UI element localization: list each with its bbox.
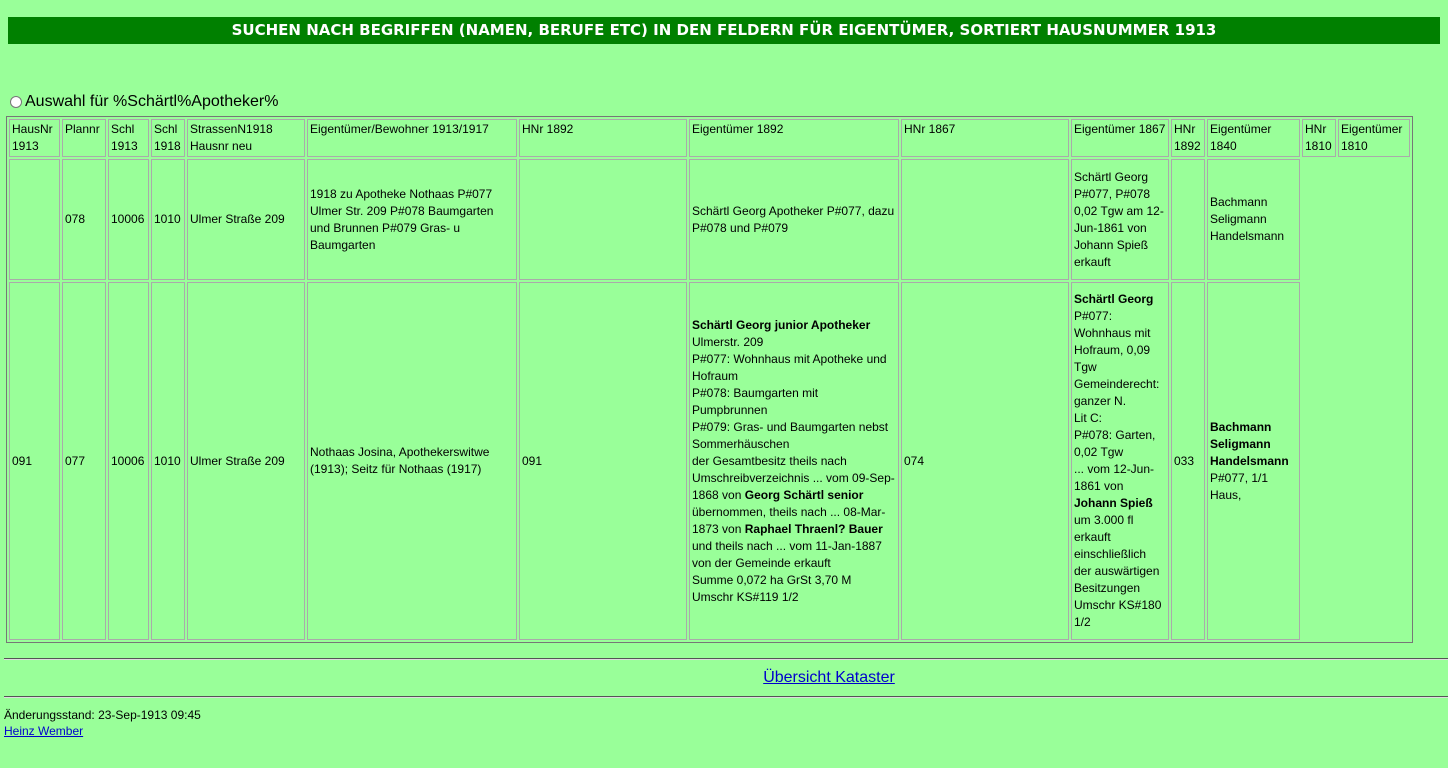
overview-kataster-link[interactable]: Übersicht Kataster [763, 669, 895, 686]
cell-hnr-1892 [519, 159, 687, 280]
text-line: P#079: Gras- und Baumgarten nebst Sommerhäuschen [692, 419, 889, 451]
cell-empty [1302, 159, 1336, 280]
table-header-row [9, 119, 1410, 157]
text-line: der Gesamtbesitz theils nach Umschreibverzeichnis ... vom 09-Sep-1868 von [692, 453, 895, 502]
cell-eigentuemer-1867: Schärtl Georg P#077, P#078 0,02 Tgw am 12-Jun-1861 von Johann Spieß erkauft [1071, 159, 1169, 280]
table-row [9, 159, 1410, 280]
selection-radio[interactable] [10, 96, 22, 108]
footer [4, 707, 201, 739]
cell-eigentuemer-1840 [1207, 282, 1300, 640]
owner-name: Bachmann Seligmann Handelsmann [1210, 419, 1289, 468]
cell-empty [1338, 159, 1410, 280]
last-modified-text: Änderungsstand: 23-Sep-1913 09:45 [4, 708, 201, 722]
overview-link-row [0, 669, 1448, 687]
author-link[interactable]: Heinz Wember [4, 724, 84, 738]
text-line: um 3.000 fl erkauft einschließlich der auswärtigen Besitzungen [1074, 513, 1160, 595]
header-schl-1918: Schl 1918 [151, 119, 185, 157]
cell-hausnr [9, 159, 60, 280]
cell-strasse: Ulmer Straße 209 [187, 282, 305, 640]
owner-name: Johann Spieß [1074, 496, 1153, 510]
text-line: P#077: Wohnhaus mit Hofraum, 0,09 Tgw Gemeinderecht: ganzer N. [1074, 309, 1160, 408]
cell-hnr-1867: 074 [901, 282, 1069, 640]
page-title-banner: SUCHEN NACH BEGRIFFEN (NAMEN, BERUFE ETC) IN DEN FELDERN FÜR EIGENTÜMER, SORTIERT HAUSNUMMER 1913 [8, 17, 1440, 44]
results-table [6, 116, 1413, 643]
header-eigentuemer-1892: Eigentümer 1892 [689, 119, 899, 157]
divider [4, 696, 1448, 698]
cell-hnr-1867 [901, 159, 1069, 280]
cell-schl-1913: 10006 [108, 282, 149, 640]
cell-empty [1302, 282, 1336, 640]
header-eigentuemer-1840: Eigentümer 1840 [1207, 119, 1300, 157]
text-line: Summe 0,072 ha GrSt 3,70 M [692, 572, 852, 587]
selection-radio-row [8, 93, 278, 111]
header-schl-1913: Schl 1913 [108, 119, 149, 157]
cell-eigentuemer-1913: 1918 zu Apotheke Nothaas P#077 Ulmer Str. 209 P#078 Baumgarten und Brunnen P#079 Gras- u Baumgarten [307, 159, 517, 280]
header-hnr-1892b: HNr 1892 [1171, 119, 1205, 157]
selection-radio-label: Auswahl für %Schärtl%Apotheker% [25, 93, 279, 110]
cell-hnr-1892: 091 [519, 282, 687, 640]
cell-hnr-1892b [1171, 159, 1205, 280]
header-hausnr-1913: HausNr 1913 [9, 119, 60, 157]
owner-name: Schärtl Georg junior Apotheker [692, 317, 871, 332]
cell-plannr: 078 [62, 159, 106, 280]
text-line: P#078: Baumgarten mit Pumpbrunnen [692, 385, 819, 417]
cell-schl-1918: 1010 [151, 282, 185, 640]
owner-name: Schärtl Georg [1074, 292, 1154, 306]
text-line: ... vom 12-Jun-1861 von [1074, 462, 1155, 493]
table-row [9, 282, 1410, 640]
cell-eigentuemer-1892: Schärtl Georg Apotheker P#077, dazu P#078 und P#079 [689, 159, 899, 280]
text-line: P#078: Garten, 0,02 Tgw [1074, 428, 1156, 459]
text-line: P#077: Wohnhaus mit Apotheke und Hofraum [692, 351, 887, 383]
header-hnr-1867: HNr 1867 [901, 119, 1069, 157]
divider [4, 658, 1448, 660]
text-line: und theils nach ... vom 11-Jan-1887 von der Gemeinde erkauft [692, 538, 882, 570]
header-plannr: Plannr [62, 119, 106, 157]
cell-eigentuemer-1913: Nothaas Josina, Apothekerswitwe (1913); Seitz für Nothaas (1917) [307, 282, 517, 640]
text-line: Ulmerstr. 209 [692, 334, 764, 349]
text-line: Lit C: [1074, 411, 1103, 425]
cell-eigentuemer-1892 [689, 282, 899, 640]
header-eigentuemer-1810: Eigentümer 1810 [1338, 119, 1410, 157]
cell-eigentuemer-1840: Bachmann Seligmann Handelsmann [1207, 159, 1300, 280]
cell-plannr: 077 [62, 282, 106, 640]
cell-eigentuemer-1867 [1071, 282, 1169, 640]
text-line: Umschr KS#119 1/2 [692, 589, 799, 604]
cell-empty [1338, 282, 1410, 640]
header-strassen-1918: StrassenN1918 Hausnr neu [187, 119, 305, 157]
cell-strasse: Ulmer Straße 209 [187, 159, 305, 280]
header-eigentuemer-1867: Eigentümer 1867 [1071, 119, 1169, 157]
owner-name: Raphael Thraenl? Bauer [744, 521, 883, 536]
text-line: Umschr KS#180 1/2 [1074, 598, 1162, 629]
header-hnr-1892: HNr 1892 [519, 119, 687, 157]
header-hnr-1810: HNr 1810 [1302, 119, 1336, 157]
text-line: P#077, 1/1 Haus, [1210, 470, 1269, 502]
cell-hausnr: 091 [9, 282, 60, 640]
cell-hnr-1892b: 033 [1171, 282, 1205, 640]
header-eigentuemer-1913: Eigentümer/Bewohner 1913/1917 [307, 119, 517, 157]
owner-name: Georg Schärtl senior [744, 487, 864, 502]
text-line: übernommen, theils nach ... 08-Mar-1873 von [692, 504, 886, 536]
cell-schl-1913: 10006 [108, 159, 149, 280]
cell-schl-1918: 1010 [151, 159, 185, 280]
